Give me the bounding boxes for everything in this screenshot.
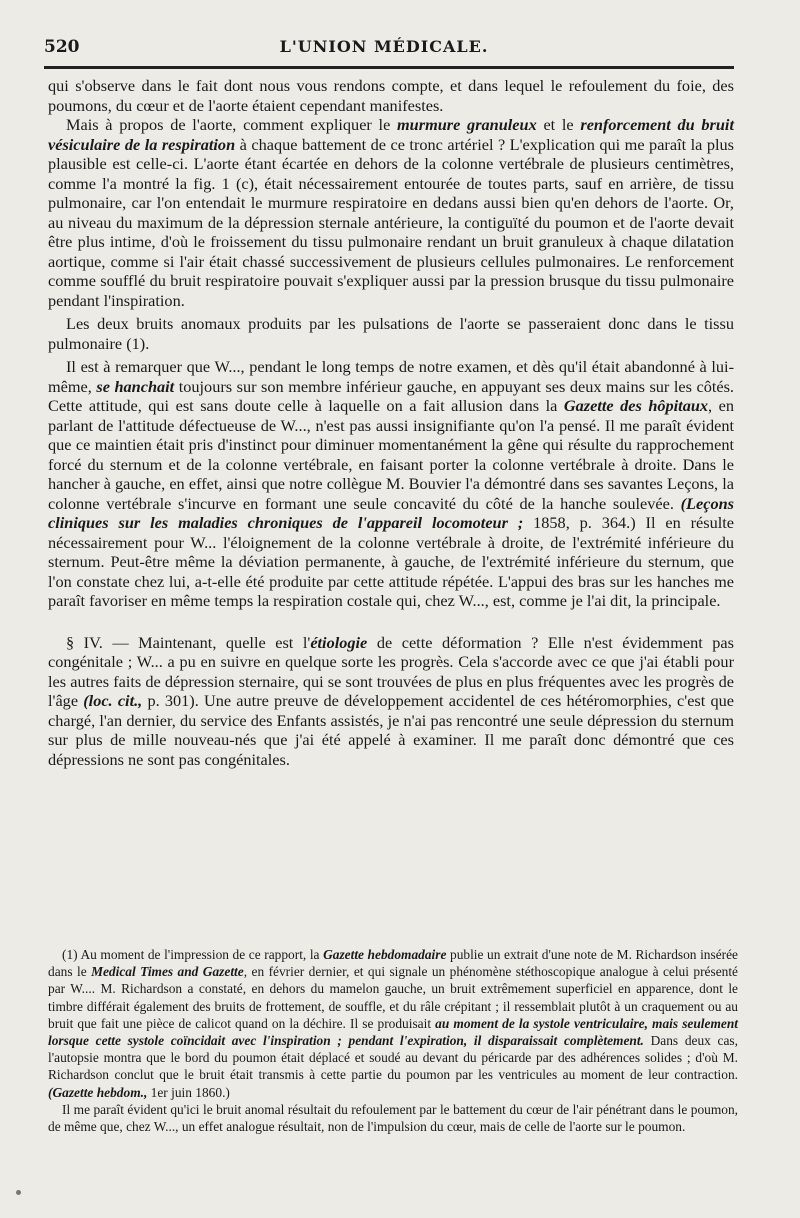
page-speck xyxy=(16,1190,21,1195)
main-text xyxy=(48,76,734,769)
page-number: 520 xyxy=(44,37,80,57)
journal-title: L'UNION MÉDICALE. xyxy=(279,37,489,56)
footnote-1: (1) Au moment de l'impression de ce rapport, la Gazette hebdomadaire publie un extrait d'une note de M. Richardson insérée dans le Medical Times and Gazette, en février dernier, et qui signale un phénomène stéthoscopique analogue à celui présenté par W.... M. Richardson a constaté, en dehors du mamelon gauche, un bruit extrêmement superficiel en apparence, dont le timbre différait également des bruits de frottement, de souffle, et du râle crépitant ; il ressemblait plutôt à un craquement ou au bruit que fait une pièce de calicot quand on la déchire. Il se produisait au moment de la systole ventriculaire, mais seulement lorsque cette systole coïncidait avec l'inspiration ; pendant l'expiration, il disparaissait complètement. Dans deux cas, l'autopsie montra que le bord du poumon était déplacé et soudé au devant du péricarde par des adhérences solides ; d'où M. Richardson conclut que le bruit était transmis à cette partie du poumon par les ventricules au moment de leur contraction. (Gazette hebdom., 1er juin 1860.) xyxy=(48,947,739,1100)
running-header xyxy=(44,33,724,63)
footnote-continuation: Il me paraît évident qu'ici le bruit anomal résultait du refoulement par le battement du cœur de l'air pénétrant dans le poumon, de même que, chez W..., un effet analogue résultait, non de l'impulsion du cœur, mais de celle de l'aorte sur le poumon. xyxy=(48,1101,738,1135)
paragraph-2: Mais à propos de l'aorte, comment expliquer le murmure granuleux et le renforcement du bruit vésiculaire de la respiration à chaque battement de ce tronc artériel ? L'explication qui me paraît la plus plausible est celle-ci. L'aorte étant écartée en dehors de la colonne vertébrale de plusieurs centimètres, comme l'a montré la fig. 1 (c), était nécessairement entourée de toutes parts, sauf en arrière, de tissu pulmonaire, car l'on entendait le murmure respiratoire en dedans aussi bien qu'en dehors de l'aorte. Or, au niveau du maximum de la dépression sternale antérieure, la contiguïté du poumon et de l'aorte devait être plus intime, d'où le froissement du tissu pulmonaire rendant un bruit granuleux à chaque dilatation aortique, comme si l'air était chassé successivement de plusieurs cellules pulmonaires. Le renforcement comme soufflé du bruit respiratoire pouvait s'expliquer aussi par la pression brusque du tissu pulmonaire pendant l'inspiration. xyxy=(48,115,734,310)
paragraph-1: qui s'observe dans le fait dont nous vous rendons compte, et dans lequel le refoulement du foie, des poumons, du cœur et de l'aorte étaient cependant manifestes. xyxy=(48,76,734,115)
section-iv-paragraph: § IV. — Maintenant, quelle est l'étiologie de cette déformation ? Elle n'est évidemment pas congénitale ; W... a pu en suivre en quelque sorte les progrès. Cela s'accorde avec ce que j'ai établi pour les autres faits de dépression sternaire, qui se sont trouvées de plus en plus fréquentes avec les progrès de l'âge (loc. cit., p. 301). Une autre preuve de développement accidentel de ces hétéromorphies, c'est que chargé, l'an dernier, du service des Enfants assistés, je n'ai pas rencontré une seule dépression du sternum sur plus de mille nouveau-nés que j'ai été appelé à examiner. Il me paraît donc démontré que ces dépressions ne sont pas congénitales. xyxy=(48,632,734,769)
header-rule xyxy=(44,66,734,69)
footnotes xyxy=(48,946,738,1135)
paragraph-3: Les deux bruits anomaux produits par les pulsations de l'aorte se passeraient donc dans le tissu pulmonaire (1). xyxy=(48,314,734,353)
paragraph-4: Il est à remarquer que W..., pendant le long temps de notre examen, et dès qu'il était abandonné à lui-même, se hanchait toujours sur son membre inférieur gauche, en appuyant ses deux mains sur les côtés. Cette attitude, qui est sans doute celle à laquelle on a fait allusion dans la Gazette des hôpitaux, en parlant de l'attitude défectueuse de W..., n'est pas aussi insignifiante qu'on l'a pensé. Il me paraît évident que ce maintien était pris d'instinct pour diminuer momentanément la gêne qui résulte du rapprochement forcé du sternum et de la colonne vertébrale, en faisant porter la colonne vertébrale à droite. Dans le hancher à gauche, en effet, ainsi que notre collègue M. Bouvier l'a démontré dans ses savantes Leçons, la colonne vertébrale s'incurve en formant une seule concavité du côté de la hanche soulevée. (Leçons cliniques sur les maladies chroniques de l'appareil locomoteur ; 1858, p. 364.) Il en résulte nécessairement pour W... l'éloignement de la colonne vertébrale à droite, de l'extrémité inférieure du sternum. Peut-être même la déviation permanente, à gauche, de l'extrémité inférieure du sternum, que l'on constate chez lui, a-t-elle été produite par cette attitude répétée. L'appui des bras sur les hanches me paraît favoriser en même temps la respiration costale qui, chez W..., est, comme je l'ai dit, la principale. xyxy=(48,357,735,610)
